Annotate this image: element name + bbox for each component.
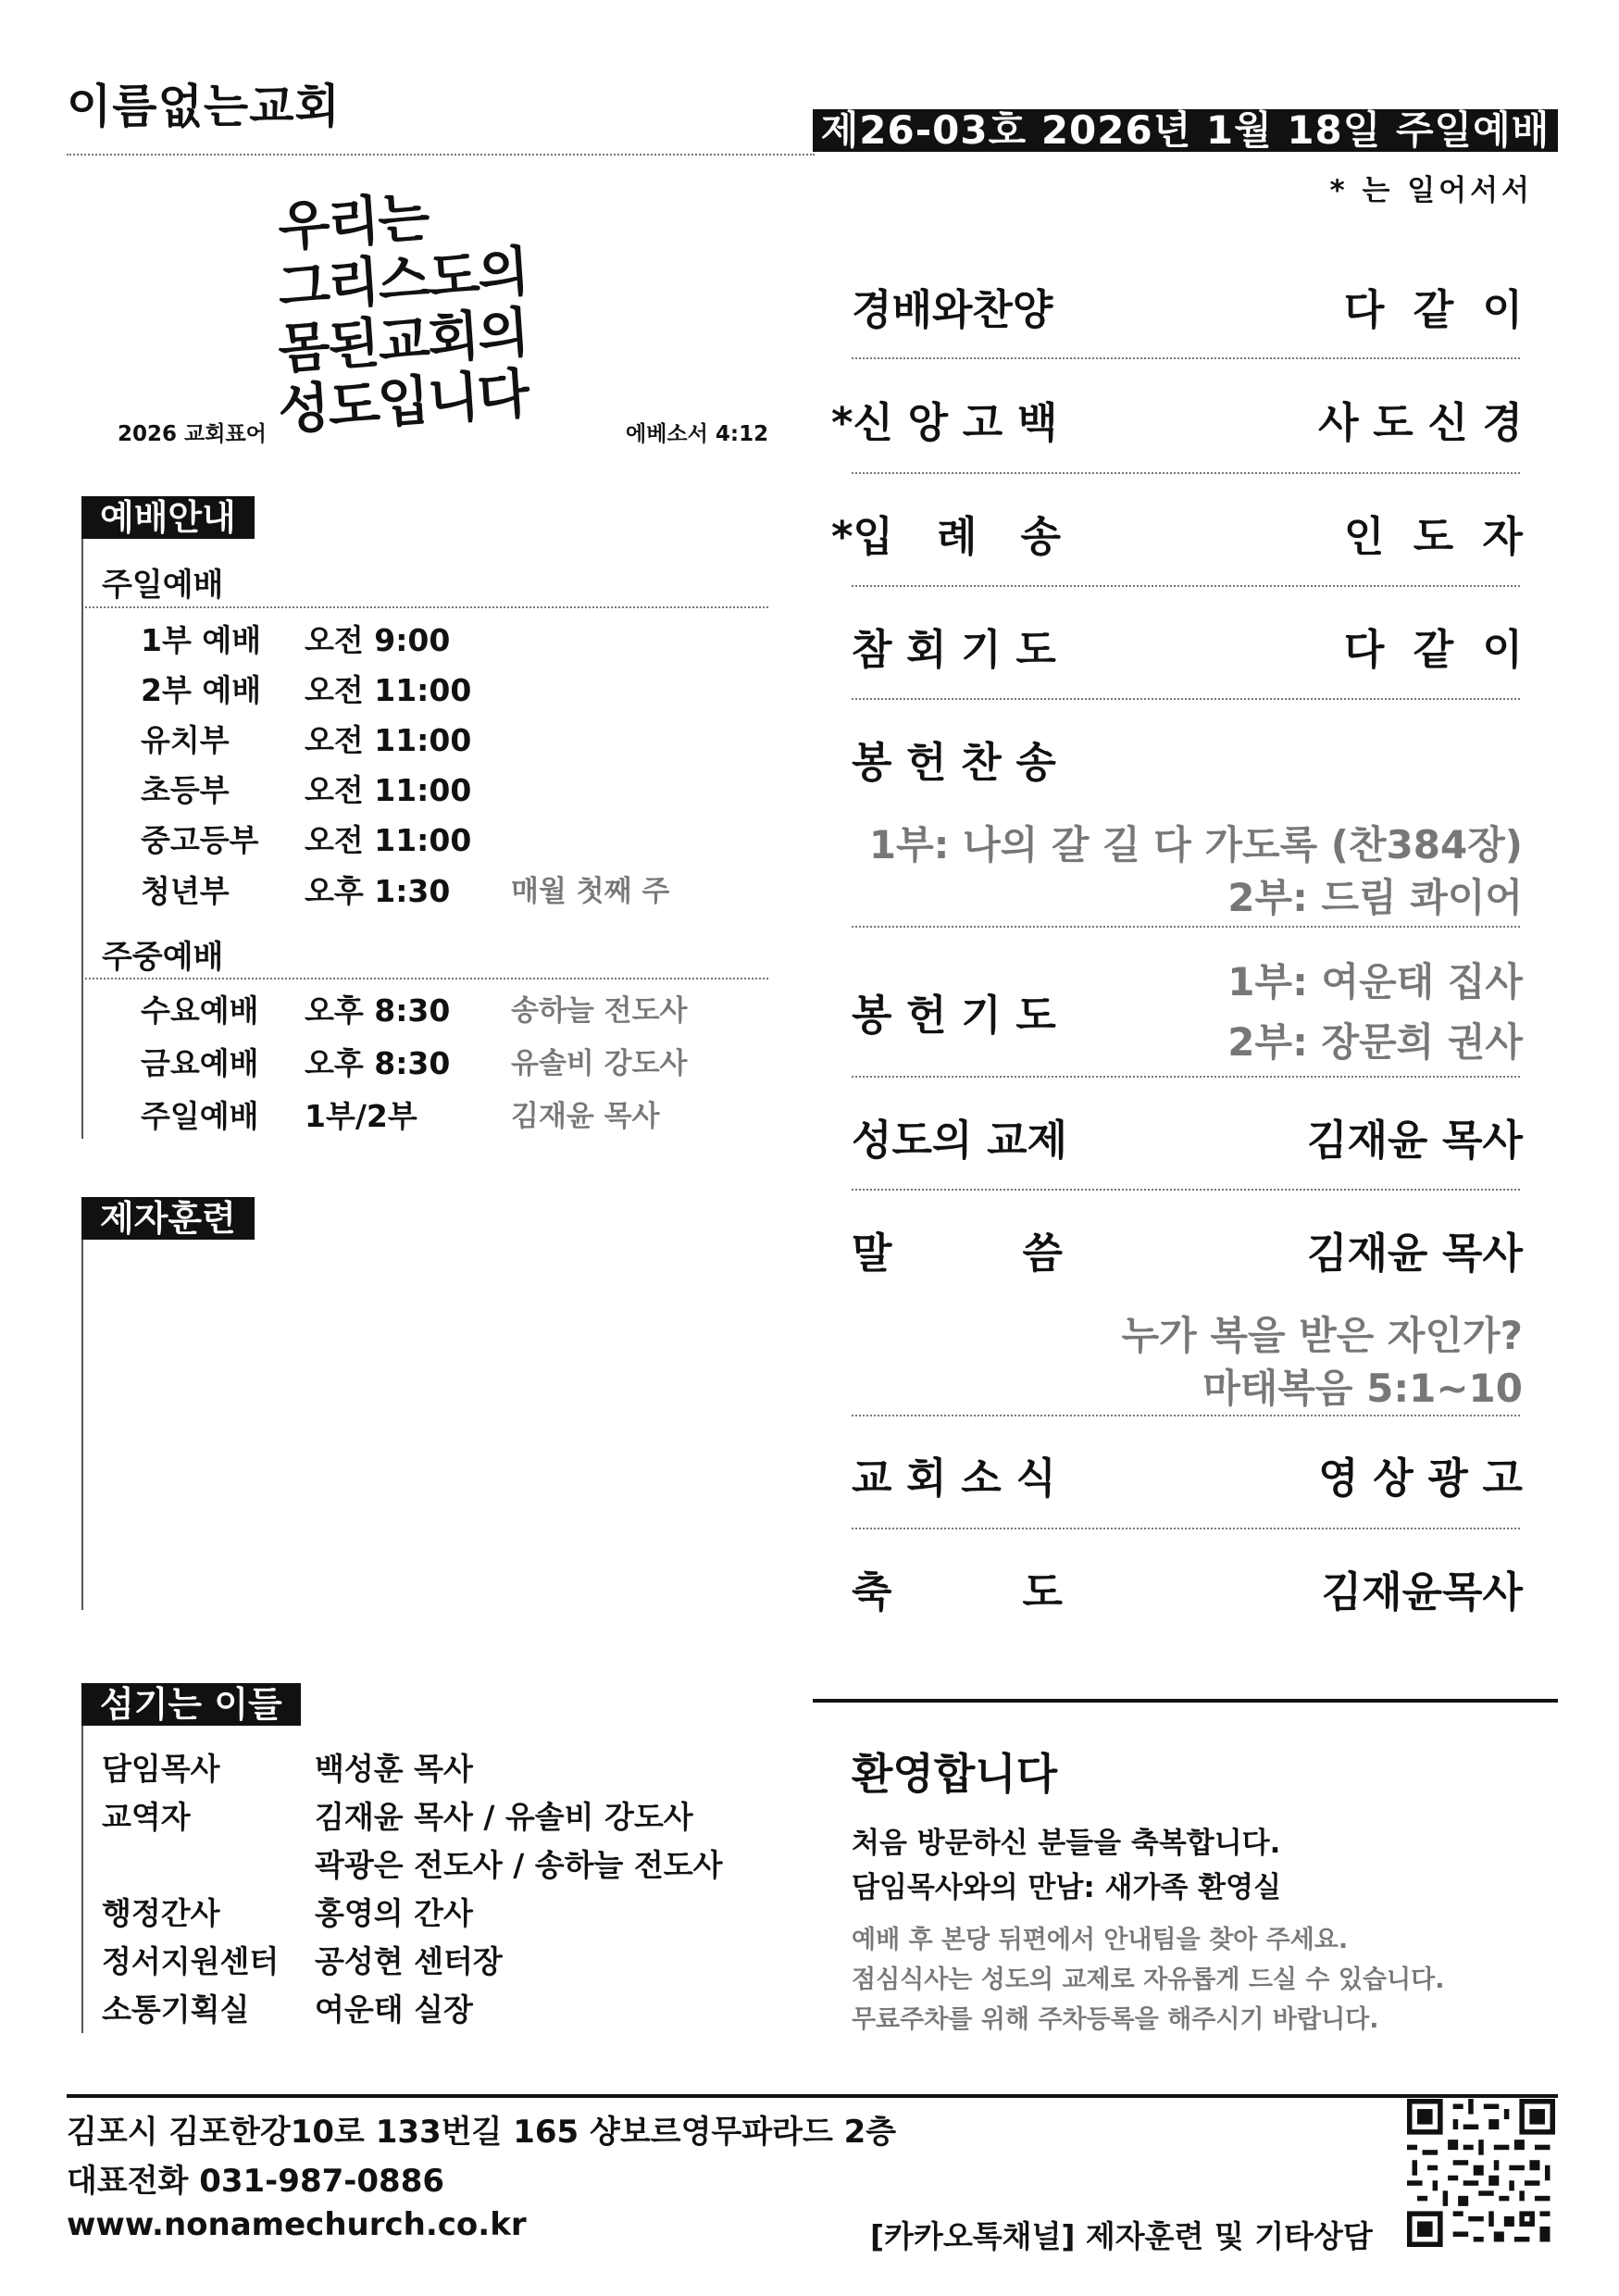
order-divider [852,698,1520,700]
footer-divider [67,2094,1558,2098]
subsection-divider [85,978,768,980]
qr-code-icon[interactable] [1407,2099,1555,2247]
offering-hymn-line: 1부: 나의 갈 길 다 가도록 (찬384장) [868,822,1523,867]
order-divider [852,585,1520,587]
offering-prayer-line: 2부: 장문희 권사 [1227,1019,1523,1065]
motto-line: 그리스도의 [276,239,530,320]
order-row: 봉 헌 찬 송 [852,738,1056,787]
sermon-title: 누가 복을 받은 자인가? [1121,1313,1523,1358]
order-divider [852,357,1520,359]
servant-row: 교역자 김재윤 목사 / 유솔비 강도사 [102,1799,693,1835]
standing-note: * 는 일어서서 [1329,174,1533,207]
welcome-line: 처음 방문하신 분들을 축복합니다. [852,1827,1281,1860]
worship-info-title: 예배안내 [81,496,255,539]
order-row: 교 회 소 식 영 상 광 고 [852,1454,1523,1503]
motto-label: 2026 교회표어 [118,422,267,446]
welcome-line: 담임목사와의 만남: 새가족 환영실 [852,1871,1282,1904]
order-divider [852,472,1520,474]
order-row: 참 회 기 도 다 같 이 [852,625,1523,674]
order-row: *신 앙 고 백 사 도 신 경 [831,398,1523,447]
issue-banner: 제26-03호 2026년 1월 18일 주일예배 [813,109,1558,152]
welcome-divider [813,1699,1558,1703]
order-divider [852,926,1520,928]
website-link[interactable]: www.nonamechurch.co.kr [67,2206,527,2243]
offering-prayer-line: 1부: 여운태 집사 [1227,959,1523,1004]
motto-line: 우리는 [276,185,430,259]
servant-row: 담임목사 백성훈 목사 [102,1751,473,1787]
servants-title: 섬기는 이들 [81,1683,301,1726]
section-rule [81,1726,83,2033]
section-rule [81,539,83,1139]
offering-hymn-line: 2부: 드림 콰이어 [1227,875,1523,920]
order-divider [852,1189,1520,1191]
motto-line: 몸된교회의 [276,300,530,381]
welcome-note: 무료주차를 위해 주차등록을 해주시기 바랍니다. [852,2005,1379,2034]
address: 김포시 김포한강10로 133번길 165 샹보르영무파라드 2층 [67,2114,897,2151]
order-row: 경배와찬양 다 같 이 [852,285,1523,334]
order-divider [852,1076,1520,1078]
order-row: 축 도 김재윤목사 [852,1567,1523,1616]
phone: 대표전화 031-987-0886 [67,2163,445,2200]
header-divider [67,154,815,156]
motto-reference: 에베소서 4:12 [626,422,769,446]
section-rule [81,1240,83,1610]
motto-line: 성도입니다 [276,361,530,443]
order-row: 봉 헌 기 도 [852,991,1056,1040]
welcome-note: 예배 후 본당 뒤편에서 안내팀을 찾아 주세요. [852,1926,1349,1954]
church-name: 이름없는교회 [67,80,341,133]
subsection-divider [85,606,768,608]
sermon-scripture: 마태복음 5:1~10 [1202,1366,1523,1411]
kakao-channel: [카카오톡채널] 제자훈련 및 기타상담 [870,2218,1373,2254]
discipleship-title: 제자훈련 [81,1197,255,1240]
servant-row: 행정간사 홍영의 간사 [102,1895,473,1931]
order-row: 말 씀 김재윤 목사 [852,1229,1523,1278]
order-row: 성도의 교제 김재윤 목사 [852,1116,1523,1165]
welcome-note: 점심식사는 성도의 교제로 자유롭게 드실 수 있습니다. [852,1965,1445,1994]
servant-row: 소통기획실 여운태 실장 [102,1991,473,2028]
order-divider [852,1415,1520,1416]
motto-calligraphy [278,185,611,449]
welcome-title: 환영합니다 [852,1749,1058,1799]
weekday-worship-title: 주중예배 [102,939,224,976]
sunday-worship-title: 주일예배 [102,567,224,604]
order-row: *입 례 송 인 도 자 [831,512,1523,561]
servant-row: 정서지원센터 공성현 센터장 [102,1943,503,1979]
order-divider [852,1528,1520,1529]
